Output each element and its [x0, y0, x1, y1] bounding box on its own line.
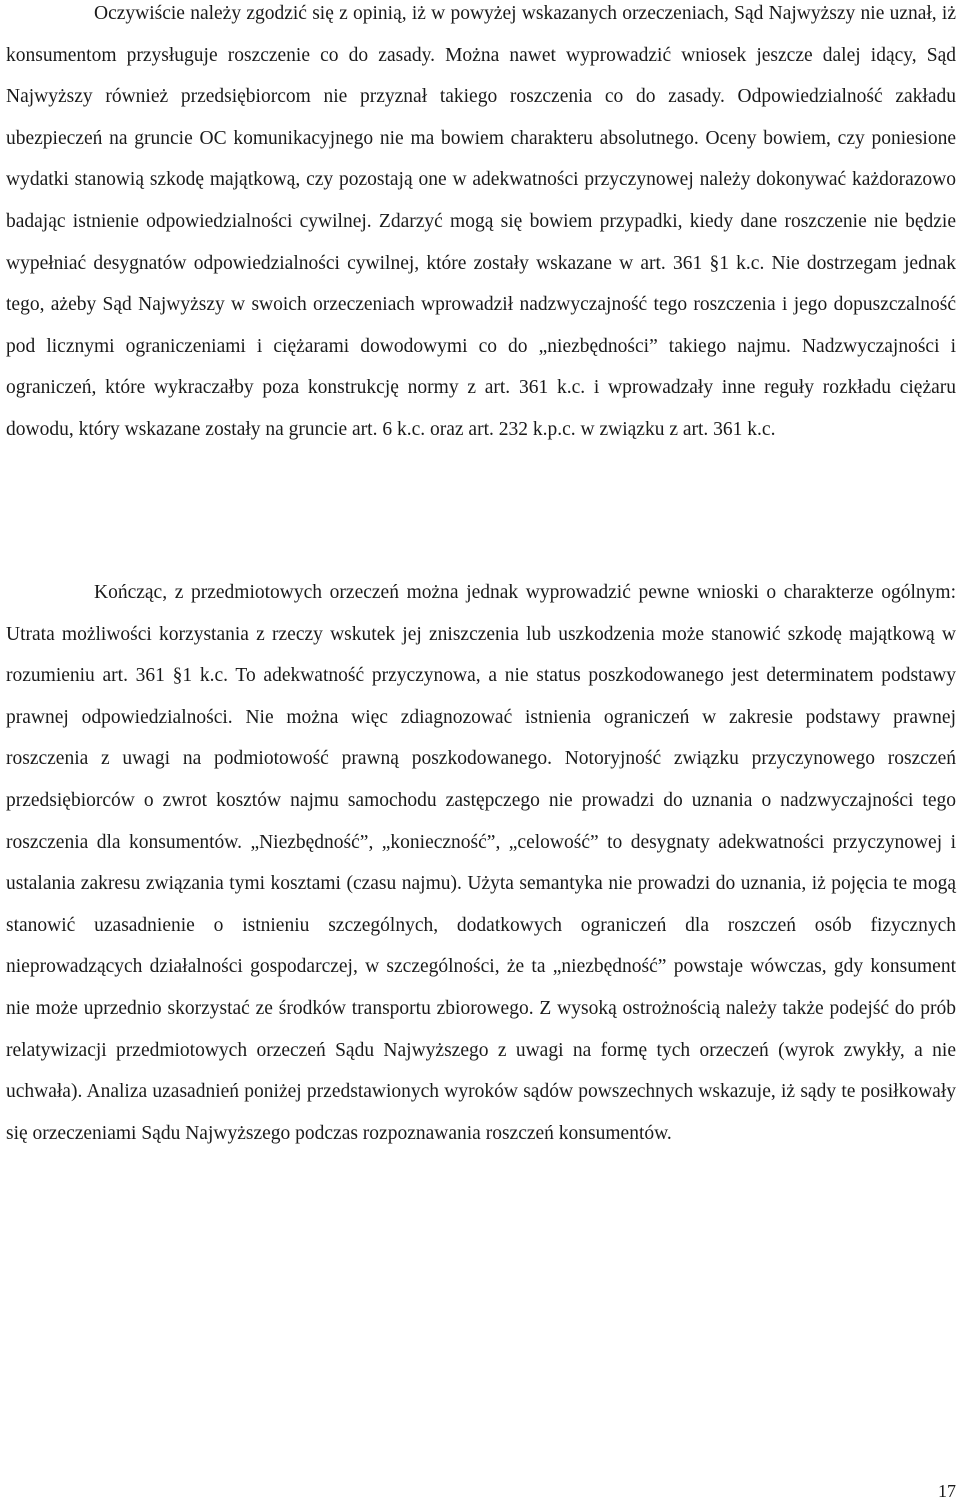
paragraph-1: Oczywiście należy zgodzić się z opinią, iż w powyżej wskazanych orzeczeniach, Sąd Najwyższy nie uznał, iż konsumentom przysługuje roszczenie co do zasady. Można nawet wyprowadzić wniosek jeszcze dalej idący, Sąd Najwyższy również przedsiębiorcom nie przyznał takiego roszczenia co do zasady. Odpowiedzialność zakładu ubezpieczeń na gruncie OC komunikacyjnego nie ma bowiem charakteru absolutnego. Oceny bowiem, czy poniesione wydatki stanowią szkodę majątkową, czy pozostają one w adekwatności przyczynowej należy dokonywać każdorazowo badając istnienie odpowiedzialności cywilnej. Zdarzyć mogą się bowiem przypadki, kiedy dane roszczenie nie będzie wypełniać desygnatów odpowiedzialności cywilnej, które zostały wskazane w art. 361 §1 k.c. Nie dostrzegam jednak tego, ażeby Sąd Najwyższy w swoich orzeczeniach wprowadził nadzwyczajność tego roszczenia i jego dopuszczalność pod licznymi ograniczeniami i ciężarami dowodowymi co do „niezbędności” takiego najmu. Nadzwyczajności i ograniczeń, które wykraczałby poza konstrukcję normy z art. 361 k.c. i wprowadzały inne reguły rozkładu ciężaru dowodu, który wskazane zostały na gruncie art. 6 k.c. oraz art. 232 k.p.c. w związku z art. 361 k.c. — [6, 3, 956, 440]
page-number: 17 — [938, 1481, 956, 1501]
paragraph-2: Kończąc, z przedmiotowych orzeczeń można jednak wyprowadzić pewne wnioski o charakterze ogólnym: Utrata możliwości korzystania z rzeczy wskutek jej zniszczenia lub uszkodzenia może stanowić szkodę majątkową w rozumieniu art. 361 §1 k.c. To adekwatność przyczynowa, a nie status poszkodowanego jest determinatem podstawy prawnej odpowiedzialności. Nie można więc zdiagnozować istnienia ograniczeń w zakresie podstawy prawnej roszczenia z uwagi na podmiotowość prawną poszkodowanego. Notoryjność związku przyczynowego roszczeń przedsiębiorców o zwrot kosztów najmu samochodu zastępczego nie prowadzi do uznania o nadzwyczajności tego roszczenia dla konsumentów. „Niezbędność”, „konieczność”, „celowość” to desygnaty adekwatności przyczynowej i ustalania zakresu związania tymi kosztami (czasu najmu). Użyta semantyka nie prowadzi do uznania, iż pojęcia te mogą stanowić uzasadnienie o istnieniu szczególnych, dodatkowych ograniczeń dla roszczeń osób fizycznych nieprowadzących działalności gospodarczej, w szczególności, że ta „niezbędność” powstaje wówczas, gdy konsument nie może uprzednio skorzystać ze środków transportu zbiorowego. Z wysoką ostrożnością należy także podejść do prób relatywizacji przedmiotowych orzeczeń Sądu Najwyższego z uwagi na formę tych orzeczeń (wyrok zwykły, a nie uchwała). Analiza uzasadnień poniżej przedstawionych wyroków sądów powszechnych wskazuje, iż sądy te posiłkowały się orzeczeniami Sądu Najwyższego podczas rozpoznawania roszczeń konsumentów. — [6, 582, 956, 1144]
